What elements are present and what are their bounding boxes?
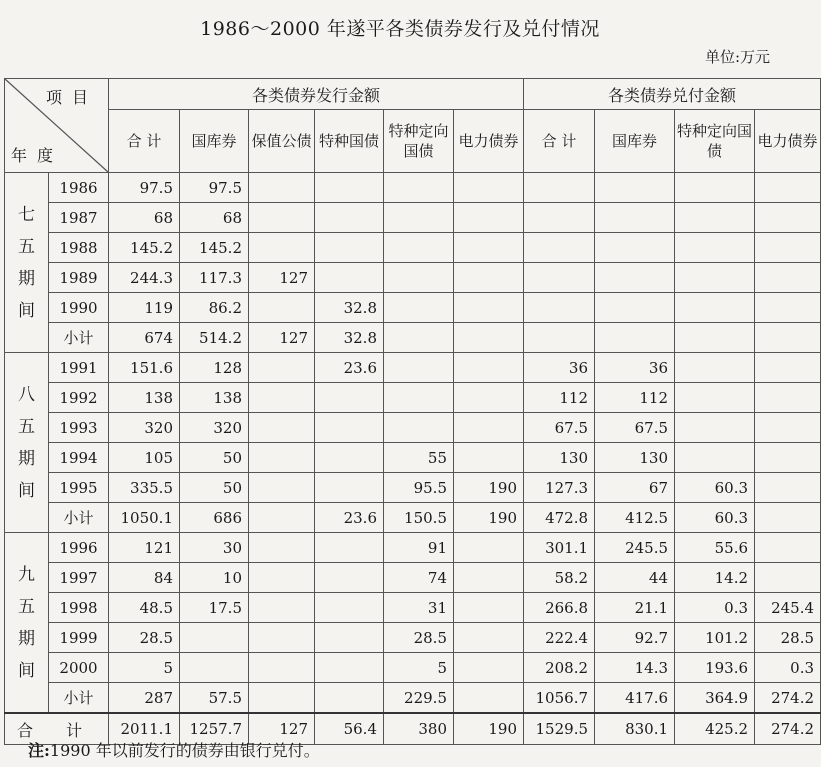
value-cell <box>315 233 384 263</box>
value-cell: 32.8 <box>315 323 384 353</box>
value-cell <box>454 563 524 593</box>
value-cell <box>454 413 524 443</box>
value-cell <box>755 353 821 383</box>
value-cell: 145.2 <box>109 233 180 263</box>
table-row <box>5 563 821 593</box>
value-cell: 74 <box>384 563 454 593</box>
value-cell: 36 <box>524 353 595 383</box>
value-cell <box>755 173 821 203</box>
value-cell <box>384 383 454 413</box>
table-row <box>5 413 821 443</box>
table-row <box>5 383 821 413</box>
value-cell <box>249 473 315 503</box>
value-cell <box>315 173 384 203</box>
value-cell: 57.5 <box>180 683 249 714</box>
value-cell: 472.8 <box>524 503 595 533</box>
issue-col-header: 电力债券 <box>454 110 524 173</box>
value-cell: 245.5 <box>595 533 675 563</box>
value-cell <box>315 203 384 233</box>
table-row <box>5 473 821 503</box>
year-cell: 1997 <box>49 563 109 593</box>
value-cell: 60.3 <box>675 473 755 503</box>
value-cell: 84 <box>109 563 180 593</box>
value-cell <box>524 323 595 353</box>
value-cell: 674 <box>109 323 180 353</box>
value-cell <box>384 233 454 263</box>
value-cell <box>249 503 315 533</box>
period-label-char: 间 <box>18 480 35 501</box>
value-cell: 145.2 <box>180 233 249 263</box>
value-cell <box>454 383 524 413</box>
value-cell: 138 <box>180 383 249 413</box>
value-cell <box>249 533 315 563</box>
total-value-cell: 1257.7 <box>180 713 249 745</box>
value-cell: 36 <box>595 353 675 383</box>
value-cell <box>384 263 454 293</box>
value-cell: 127.3 <box>524 473 595 503</box>
year-cell: 1996 <box>49 533 109 563</box>
year-cell: 1990 <box>49 293 109 323</box>
value-cell <box>454 173 524 203</box>
value-cell: 14.3 <box>595 653 675 683</box>
value-cell <box>755 563 821 593</box>
value-cell: 222.4 <box>524 623 595 653</box>
issue-col-header: 保值公债 <box>249 110 315 173</box>
value-cell <box>315 533 384 563</box>
value-cell: 208.2 <box>524 653 595 683</box>
value-cell <box>315 683 384 714</box>
year-cell: 1993 <box>49 413 109 443</box>
grand-total-label: 合 计 <box>5 713 109 745</box>
value-cell <box>454 353 524 383</box>
value-cell <box>454 533 524 563</box>
value-cell: 97.5 <box>180 173 249 203</box>
value-cell <box>180 653 249 683</box>
value-cell: 97.5 <box>109 173 180 203</box>
header-corner <box>5 79 109 173</box>
value-cell: 92.7 <box>595 623 675 653</box>
value-cell: 119 <box>109 293 180 323</box>
period-label-char: 间 <box>18 300 35 321</box>
subtotal-row <box>5 683 821 714</box>
value-cell <box>249 293 315 323</box>
value-cell: 0.3 <box>755 653 821 683</box>
value-cell: 23.6 <box>315 503 384 533</box>
redeem-col-header: 国库券 <box>595 110 675 173</box>
value-cell: 320 <box>180 413 249 443</box>
value-cell <box>675 353 755 383</box>
year-cell: 1989 <box>49 263 109 293</box>
value-cell <box>315 473 384 503</box>
value-cell <box>249 653 315 683</box>
value-cell: 68 <box>180 203 249 233</box>
bond-table <box>4 78 821 745</box>
value-cell <box>675 383 755 413</box>
period-label-char: 期 <box>18 268 35 289</box>
value-cell <box>249 353 315 383</box>
value-cell: 86.2 <box>180 293 249 323</box>
value-cell <box>755 443 821 473</box>
value-cell: 686 <box>180 503 249 533</box>
value-cell <box>249 563 315 593</box>
table-row <box>5 623 821 653</box>
value-cell <box>675 443 755 473</box>
value-cell: 117.3 <box>180 263 249 293</box>
value-cell: 244.3 <box>109 263 180 293</box>
table-row <box>5 173 821 203</box>
value-cell: 514.2 <box>180 323 249 353</box>
value-cell <box>675 233 755 263</box>
value-cell <box>595 173 675 203</box>
total-value-cell: 830.1 <box>595 713 675 745</box>
subtotal-row <box>5 503 821 533</box>
value-cell: 67.5 <box>524 413 595 443</box>
value-cell: 50 <box>180 443 249 473</box>
value-cell: 60.3 <box>675 503 755 533</box>
year-cell: 1987 <box>49 203 109 233</box>
value-cell <box>249 413 315 443</box>
value-cell <box>755 233 821 263</box>
value-cell: 335.5 <box>109 473 180 503</box>
value-cell <box>249 623 315 653</box>
period-label-char: 九 <box>18 564 35 585</box>
value-cell <box>524 233 595 263</box>
footnote-text: 1990 年以前发行的债券由银行兑付。 <box>49 741 320 760</box>
value-cell <box>384 203 454 233</box>
value-cell <box>675 293 755 323</box>
value-cell <box>249 173 315 203</box>
value-cell: 50 <box>180 473 249 503</box>
year-cell: 1995 <box>49 473 109 503</box>
value-cell <box>249 233 315 263</box>
value-cell <box>755 503 821 533</box>
year-cell: 小计 <box>49 683 109 714</box>
value-cell: 28.5 <box>384 623 454 653</box>
period-label <box>5 353 49 533</box>
value-cell <box>524 263 595 293</box>
unit-label: 单位:万元 <box>704 48 770 66</box>
year-cell: 1992 <box>49 383 109 413</box>
year-cell: 1988 <box>49 233 109 263</box>
value-cell: 417.6 <box>595 683 675 714</box>
year-cell: 1991 <box>49 353 109 383</box>
value-cell <box>384 353 454 383</box>
value-cell <box>595 203 675 233</box>
value-cell <box>249 203 315 233</box>
issue-col-header: 合 计 <box>109 110 180 173</box>
total-value-cell: 190 <box>454 713 524 745</box>
value-cell <box>315 563 384 593</box>
table-row <box>5 353 821 383</box>
value-cell: 190 <box>454 473 524 503</box>
value-cell <box>755 533 821 563</box>
period-label-char: 八 <box>18 384 35 405</box>
value-cell: 23.6 <box>315 353 384 383</box>
redeem-col-header: 特种定向国债 <box>675 110 755 173</box>
footnote-prefix: 注: <box>28 741 50 760</box>
value-cell: 48.5 <box>109 593 180 623</box>
value-cell <box>755 413 821 443</box>
year-cell: 1986 <box>49 173 109 203</box>
value-cell: 67 <box>595 473 675 503</box>
value-cell <box>454 653 524 683</box>
period-label-char: 五 <box>18 416 35 437</box>
value-cell <box>755 203 821 233</box>
value-cell: 31 <box>384 593 454 623</box>
period-label <box>5 533 49 714</box>
period-label-char: 期 <box>18 628 35 649</box>
table-row <box>5 233 821 263</box>
value-cell: 55 <box>384 443 454 473</box>
value-cell <box>454 443 524 473</box>
value-cell: 364.9 <box>675 683 755 714</box>
value-cell: 1050.1 <box>109 503 180 533</box>
value-cell: 105 <box>109 443 180 473</box>
table-body <box>5 173 821 745</box>
value-cell <box>384 413 454 443</box>
value-cell: 229.5 <box>384 683 454 714</box>
value-cell: 101.2 <box>675 623 755 653</box>
table-title: 1986～2000 年遂平各类债券发行及兑付情况 <box>200 18 600 40</box>
value-cell <box>454 203 524 233</box>
value-cell <box>315 623 384 653</box>
value-cell <box>315 653 384 683</box>
value-cell <box>384 293 454 323</box>
year-cell: 小计 <box>49 323 109 353</box>
value-cell <box>454 623 524 653</box>
value-cell <box>249 443 315 473</box>
value-cell: 5 <box>109 653 180 683</box>
table-row <box>5 203 821 233</box>
value-cell: 128 <box>180 353 249 383</box>
value-cell <box>755 323 821 353</box>
value-cell: 58.2 <box>524 563 595 593</box>
total-value-cell: 425.2 <box>675 713 755 745</box>
value-cell <box>675 413 755 443</box>
value-cell <box>315 263 384 293</box>
value-cell: 127 <box>249 263 315 293</box>
year-cell: 小计 <box>49 503 109 533</box>
value-cell <box>524 203 595 233</box>
value-cell <box>755 293 821 323</box>
value-cell <box>384 173 454 203</box>
value-cell <box>595 233 675 263</box>
value-cell: 190 <box>454 503 524 533</box>
value-cell: 112 <box>524 383 595 413</box>
value-cell <box>180 623 249 653</box>
value-cell <box>595 323 675 353</box>
value-cell <box>675 173 755 203</box>
issue-group-header: 各类债券发行金额 <box>109 79 524 110</box>
value-cell <box>595 293 675 323</box>
value-cell <box>454 593 524 623</box>
table-row <box>5 263 821 293</box>
value-cell: 412.5 <box>595 503 675 533</box>
total-value-cell: 1529.5 <box>524 713 595 745</box>
value-cell <box>755 263 821 293</box>
value-cell: 274.2 <box>755 683 821 714</box>
value-cell: 10 <box>180 563 249 593</box>
value-cell: 138 <box>109 383 180 413</box>
value-cell: 67.5 <box>595 413 675 443</box>
value-cell: 44 <box>595 563 675 593</box>
value-cell: 150.5 <box>384 503 454 533</box>
total-value-cell: 274.2 <box>755 713 821 745</box>
value-cell: 130 <box>524 443 595 473</box>
value-cell <box>755 473 821 503</box>
corner-item-label: 项目 <box>45 88 98 107</box>
value-cell <box>595 263 675 293</box>
table-row <box>5 653 821 683</box>
subtotal-row <box>5 323 821 353</box>
value-cell <box>675 323 755 353</box>
value-cell <box>454 233 524 263</box>
value-cell <box>675 263 755 293</box>
value-cell <box>524 293 595 323</box>
value-cell: 68 <box>109 203 180 233</box>
value-cell: 28.5 <box>755 623 821 653</box>
issue-col-header: 特种定向国债 <box>384 110 454 173</box>
value-cell <box>315 593 384 623</box>
value-cell: 193.6 <box>675 653 755 683</box>
year-cell: 2000 <box>49 653 109 683</box>
value-cell: 91 <box>384 533 454 563</box>
value-cell: 14.2 <box>675 563 755 593</box>
value-cell: 112 <box>595 383 675 413</box>
year-cell: 1994 <box>49 443 109 473</box>
value-cell: 301.1 <box>524 533 595 563</box>
total-value-cell: 56.4 <box>315 713 384 745</box>
issue-col-header: 特种国债 <box>315 110 384 173</box>
value-cell: 5 <box>384 653 454 683</box>
period-label-char: 间 <box>18 660 35 681</box>
value-cell: 21.1 <box>595 593 675 623</box>
value-cell: 245.4 <box>755 593 821 623</box>
table-row <box>5 443 821 473</box>
value-cell: 121 <box>109 533 180 563</box>
redeem-group-header: 各类债券兑付金额 <box>524 79 821 110</box>
value-cell: 151.6 <box>109 353 180 383</box>
value-cell <box>384 323 454 353</box>
value-cell <box>755 383 821 413</box>
value-cell: 127 <box>249 323 315 353</box>
redeem-col-header: 合 计 <box>524 110 595 173</box>
value-cell <box>454 293 524 323</box>
period-label-char: 七 <box>18 204 35 225</box>
value-cell <box>454 263 524 293</box>
value-cell <box>249 593 315 623</box>
value-cell <box>454 323 524 353</box>
value-cell <box>454 683 524 714</box>
period-label-char: 期 <box>18 448 35 469</box>
period-label <box>5 173 49 353</box>
value-cell <box>315 413 384 443</box>
value-cell: 320 <box>109 413 180 443</box>
issue-col-header: 国库券 <box>180 110 249 173</box>
value-cell: 130 <box>595 443 675 473</box>
value-cell: 0.3 <box>675 593 755 623</box>
value-cell <box>249 383 315 413</box>
total-value-cell: 2011.1 <box>109 713 180 745</box>
value-cell: 28.5 <box>109 623 180 653</box>
value-cell <box>675 203 755 233</box>
value-cell <box>249 683 315 714</box>
year-cell: 1999 <box>49 623 109 653</box>
year-cell: 1998 <box>49 593 109 623</box>
redeem-col-header: 电力债券 <box>755 110 821 173</box>
total-value-cell: 380 <box>384 713 454 745</box>
table-row <box>5 593 821 623</box>
total-value-cell: 127 <box>249 713 315 745</box>
value-cell <box>315 383 384 413</box>
table-row <box>5 293 821 323</box>
value-cell: 266.8 <box>524 593 595 623</box>
value-cell: 1056.7 <box>524 683 595 714</box>
corner-year-label: 年度 <box>11 146 64 165</box>
footnote <box>28 738 320 761</box>
value-cell: 287 <box>109 683 180 714</box>
value-cell <box>524 173 595 203</box>
table-row <box>5 533 821 563</box>
value-cell: 17.5 <box>180 593 249 623</box>
value-cell: 32.8 <box>315 293 384 323</box>
period-label-char: 五 <box>18 236 35 257</box>
value-cell <box>315 443 384 473</box>
period-label-char: 五 <box>18 596 35 617</box>
value-cell: 95.5 <box>384 473 454 503</box>
value-cell: 30 <box>180 533 249 563</box>
value-cell: 55.6 <box>675 533 755 563</box>
